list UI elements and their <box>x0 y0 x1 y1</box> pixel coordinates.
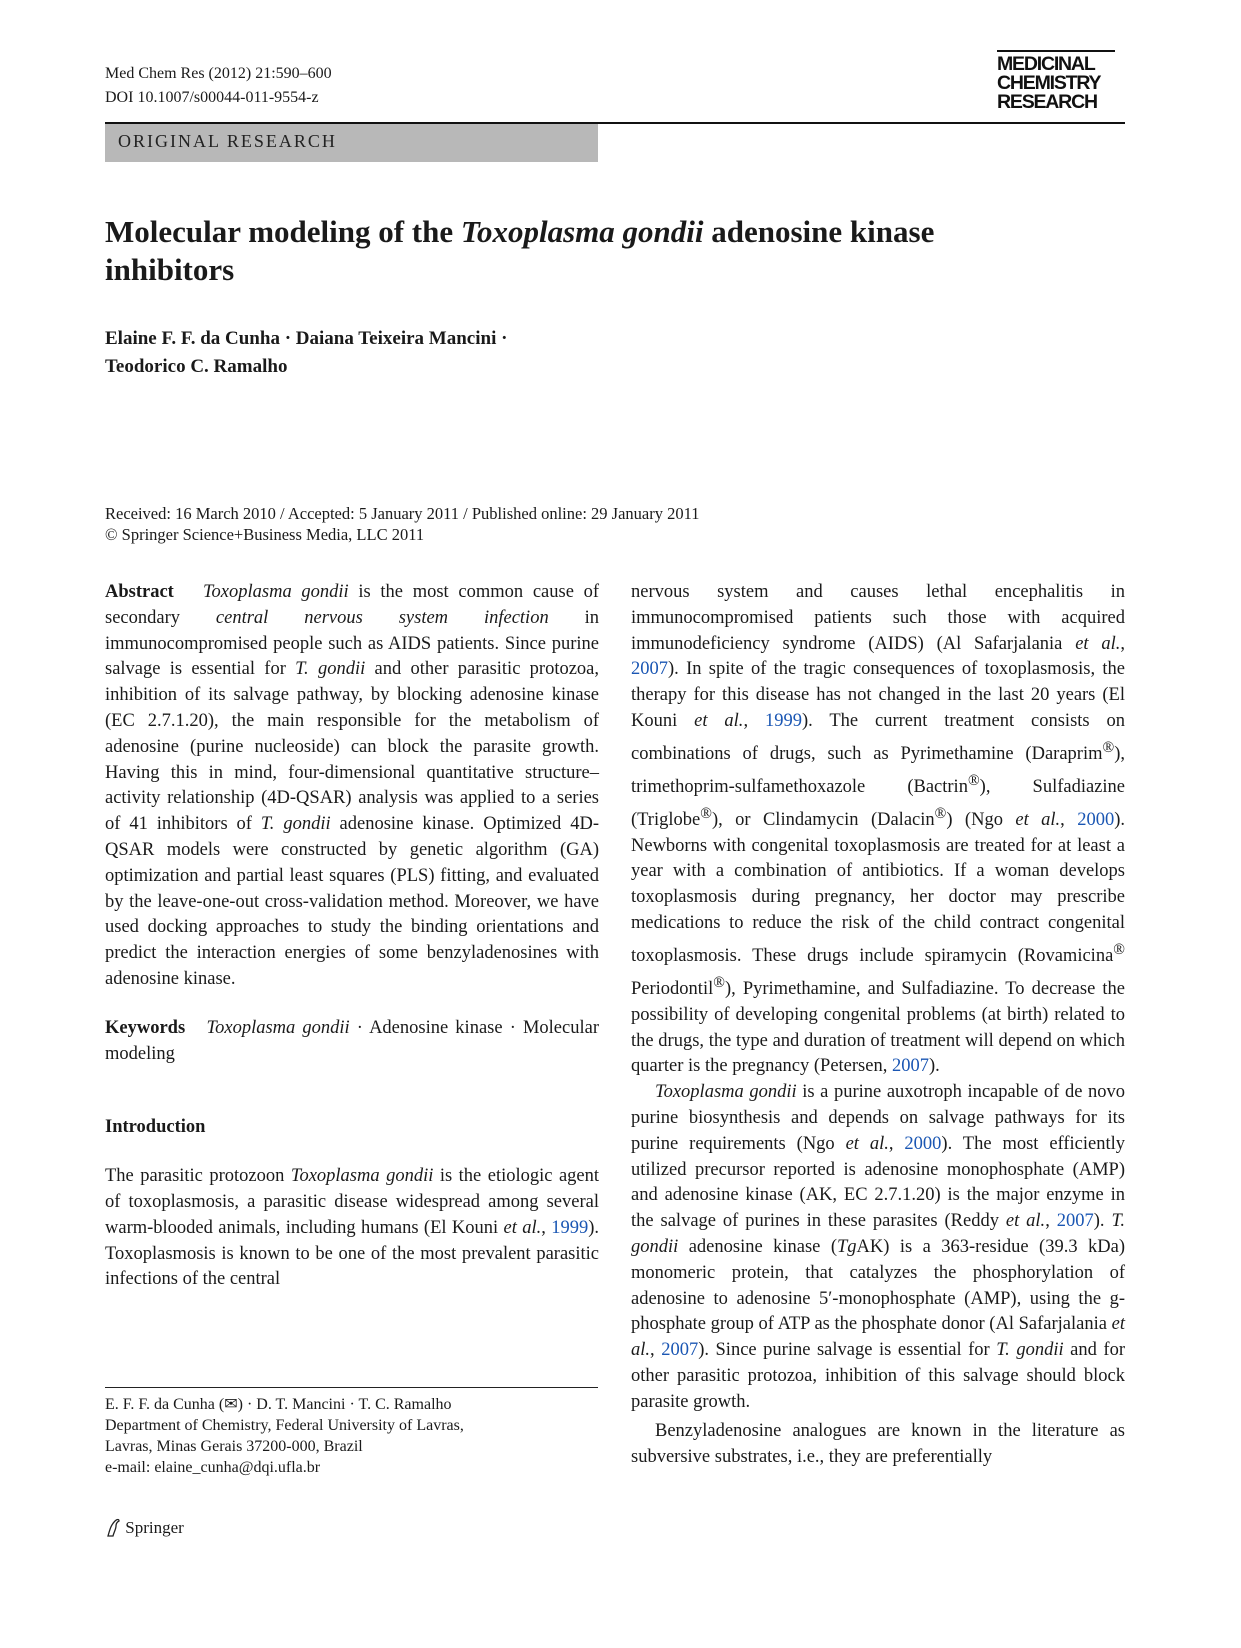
footnote-authors: E. F. F. da Cunha (✉) · D. T. Mancini · T. C. Ramalho <box>105 1396 452 1413</box>
title-species: Toxoplasma gondii <box>460 214 704 249</box>
journal-citation: Med Chem Res (2012) 21:590–600 <box>105 65 332 82</box>
publication-dates <box>105 503 1005 545</box>
authors-line-1: Elaine F. F. da Cunha · Daiana Teixeira Mancini · <box>105 328 508 349</box>
keywords: Keywords Toxoplasma gondii · Adenosine kinase · Molecular modeling <box>105 1017 599 1064</box>
springer-horse-icon <box>105 1517 121 1537</box>
doi: DOI 10.1007/s00044-011-9554-z <box>105 89 319 106</box>
right-paragraph-1: nervous system and causes lethal encephalitis in immunocompromised patients such those with acquired immunodeficiency syndrome (AIDS) (Al Safarjalania et al., 2007). In spite of the tragic consequences of toxoplasmosis, the therapy for this disease has not changed in the last 20 years (El Kouni et al., 1999). The current treatment consists on combinations of drugs, such as Pyrimethamine (Daraprim®), trimethoprim-sulfamethoxazole (Bactrin®), Sulfadiazine (Triglobe®), or Clindamycin (Dalacin®) (Ngo et al., 2000). Newborns with congenital toxoplasmosis are treated for at least a year with a combination of antibiotics. If a woman develops toxoplasmosis during pregnancy, her doctor may prescribe medications to reduce the risk of the child contract congenital toxoplasmosis. These drugs include spiramycin (Rovamicina® Periodontil®), Pyrimethamine, and Sulfadiazine. To decrease the possibility of developing congenital problems (at birth) related to the drugs, the type and duration of treatment will depend on which quarter is the pregnancy (Petersen, 2007). <box>631 582 1126 1077</box>
author-affiliation <box>105 1394 625 1478</box>
article-title <box>105 213 1065 289</box>
right-column <box>631 580 1125 1471</box>
publisher-footer <box>105 1517 184 1539</box>
citation-link[interactable]: 2000 <box>1077 809 1115 830</box>
title-part: Molecular modeling of the <box>105 214 461 249</box>
received-line: Received: 16 March 2010 / Accepted: 5 January 2011 / Published online: 29 January 2011 <box>105 504 700 523</box>
citation-link[interactable]: 2007 <box>661 1340 699 1361</box>
abstract-label: Abstract <box>105 582 174 602</box>
journal-logo <box>997 50 1115 112</box>
title-part: adenosine kinase inhibitors <box>105 214 935 287</box>
citation-link[interactable]: 1999 <box>551 1217 589 1238</box>
introduction-paragraph: The parasitic protozoon Toxoplasma gondii is the etiologic agent of toxoplasmosis, a parasitic disease widespread among several warm-blooded animals, including humans (El Kouni et al., 1999). Toxoplasmosis is known to be one of the most prevalent parasitic infections of the central <box>105 1166 600 1290</box>
authors <box>105 325 705 381</box>
logo-line-3: RESEARCH <box>997 91 1097 113</box>
footnote-rule <box>105 1387 598 1388</box>
citation-link[interactable]: 2007 <box>1056 1211 1094 1232</box>
citation-link[interactable]: 2007 <box>631 659 668 680</box>
authors-line-2: Teodorico C. Ramalho <box>105 356 288 377</box>
introduction-heading: Introduction <box>105 1117 206 1138</box>
citation-link[interactable]: 2000 <box>904 1133 942 1154</box>
footnote-department: Department of Chemistry, Federal University of Lavras, <box>105 1417 464 1434</box>
section-label: ORIGINAL RESEARCH <box>118 131 337 151</box>
logo-line-2: CHEMISTRY <box>997 72 1101 94</box>
abstract: Abstract Toxoplasma gondii is the most common cause of secondary central nervous system infection in immunocompromised people such as AIDS patients. Since purine salvage is essential for T. gondii and other parasitic protozoa, inhibition of its salvage pathway, by blocking adenosine kinase (EC 2.7.1.20), the main responsible for the metabolism of adenosine (purine nucleoside) can block the parasite growth. Having this in mind, four-dimensional quantitative structure–activity relationship (4D-QSAR) analysis was applied to a series of 41 inhibitors of T. gondii adenosine kinase. Optimized 4D-QSAR models were constructed by genetic algorithm (GA) optimization and partial least squares (PLS) fitting, and evaluated by the leave-one-out cross-validation method. Moreover, we have used docking approaches to study the binding orientations and predict the interaction energies of some benzyladenosines with adenosine kinase. <box>105 582 600 989</box>
citation-link[interactable]: 2007 <box>891 1056 929 1077</box>
right-paragraph-3: Benzyladenosine analogues are known in the literature as subversive substrates, i.e., they are preferentially <box>631 1421 1125 1468</box>
left-column <box>105 580 599 1293</box>
publisher-name: Springer <box>125 1518 184 1537</box>
right-paragraph-2: Toxoplasma gondii is a purine auxotroph incapable of de novo purine biosynthesis and depends on salvage pathways for its purine requirements (Ngo et al., 2000). The most efficiently utilized precursor reported is adenosine monophosphate (AMP) and adenosine kinase (AK, EC 2.7.1.20) is the major enzyme in the salvage of purines in these parasites (Reddy et al., 2007). T. gondii adenosine kinase (TgAK) is a 363-residue (39.3 kDa) monomeric protein, that catalyzes the phosphorylation of adenosine to adenosine 5′-monophosphate (AMP), using the g-phosphate group of ATP as the phosphate donor (Al Safarjalania et al., 2007). Since purine salvage is essential for T. gondii and for other parasitic protozoa, inhibition of this salvage should block parasite growth. <box>631 1082 1126 1412</box>
logo-line-1: MEDICINAL <box>997 53 1095 75</box>
footnote-email: e-mail: elaine_cunha@dqi.ufla.br <box>105 1459 321 1476</box>
footnote-address: Lavras, Minas Gerais 37200-000, Brazil <box>105 1438 363 1455</box>
citation-link[interactable]: 1999 <box>764 710 802 731</box>
copyright-line: © Springer Science+Business Media, LLC 2011 <box>105 525 425 544</box>
keywords-label: Keywords <box>105 1017 186 1038</box>
